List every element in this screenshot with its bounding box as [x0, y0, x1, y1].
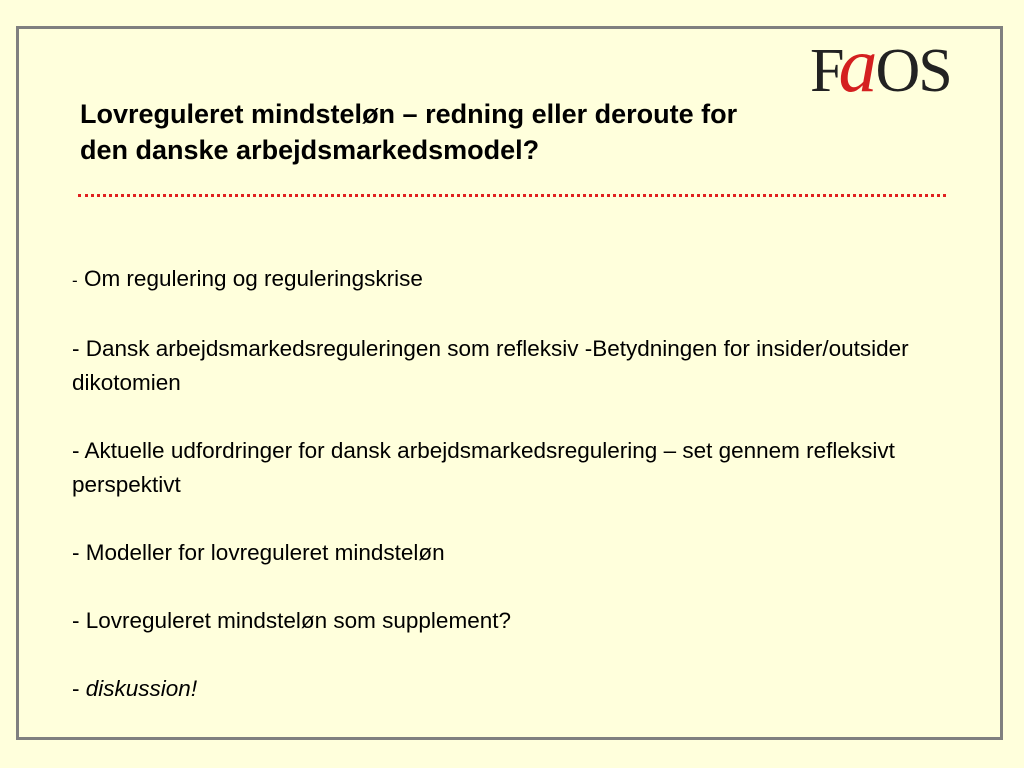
title-divider [78, 194, 946, 197]
bullet-item [72, 332, 1002, 400]
bullet-text: Lovreguleret mindsteløn som supplement? [85, 608, 511, 633]
bullet-dash: - [72, 676, 80, 701]
bullet-item [72, 434, 1002, 502]
bullet-dash: - [72, 608, 80, 633]
bullet-text: Om regulering og reguleringskrise [83, 266, 423, 291]
title-line-2: den danske arbejdsmarkedsmodel? [80, 135, 540, 165]
bullet-list [72, 262, 1002, 740]
logo-letter-a: a [838, 21, 878, 108]
bullet-text: Modeller for lovreguleret mindsteløn [85, 540, 445, 565]
bullet-dash: - [72, 336, 80, 361]
bullet-item [72, 536, 1002, 570]
bullet-text: Dansk arbejdsmarkedsreguleringen som refleksiv -Betydningen for insider/outsider dikotomien [72, 336, 909, 395]
logo-letters-os: OS [875, 37, 951, 105]
bullet-item [72, 604, 1002, 638]
bullet-item [72, 262, 1002, 298]
bullet-dash: - [72, 438, 80, 463]
bullet-text-italic: diskussion! [85, 676, 198, 701]
bullet-item [72, 672, 1002, 706]
faos-logo [810, 21, 951, 108]
title-line-1: Lovreguleret mindsteløn – redning eller deroute for [80, 99, 738, 129]
logo-letter-f: F [810, 37, 843, 105]
bullet-dash: - [72, 540, 80, 565]
slide-title [80, 96, 940, 168]
bullet-text: Aktuelle udfordringer for dansk arbejdsmarkedsregulering – set gennem refleksivt perspektivt [72, 438, 895, 497]
bullet-dash: - [72, 271, 78, 290]
